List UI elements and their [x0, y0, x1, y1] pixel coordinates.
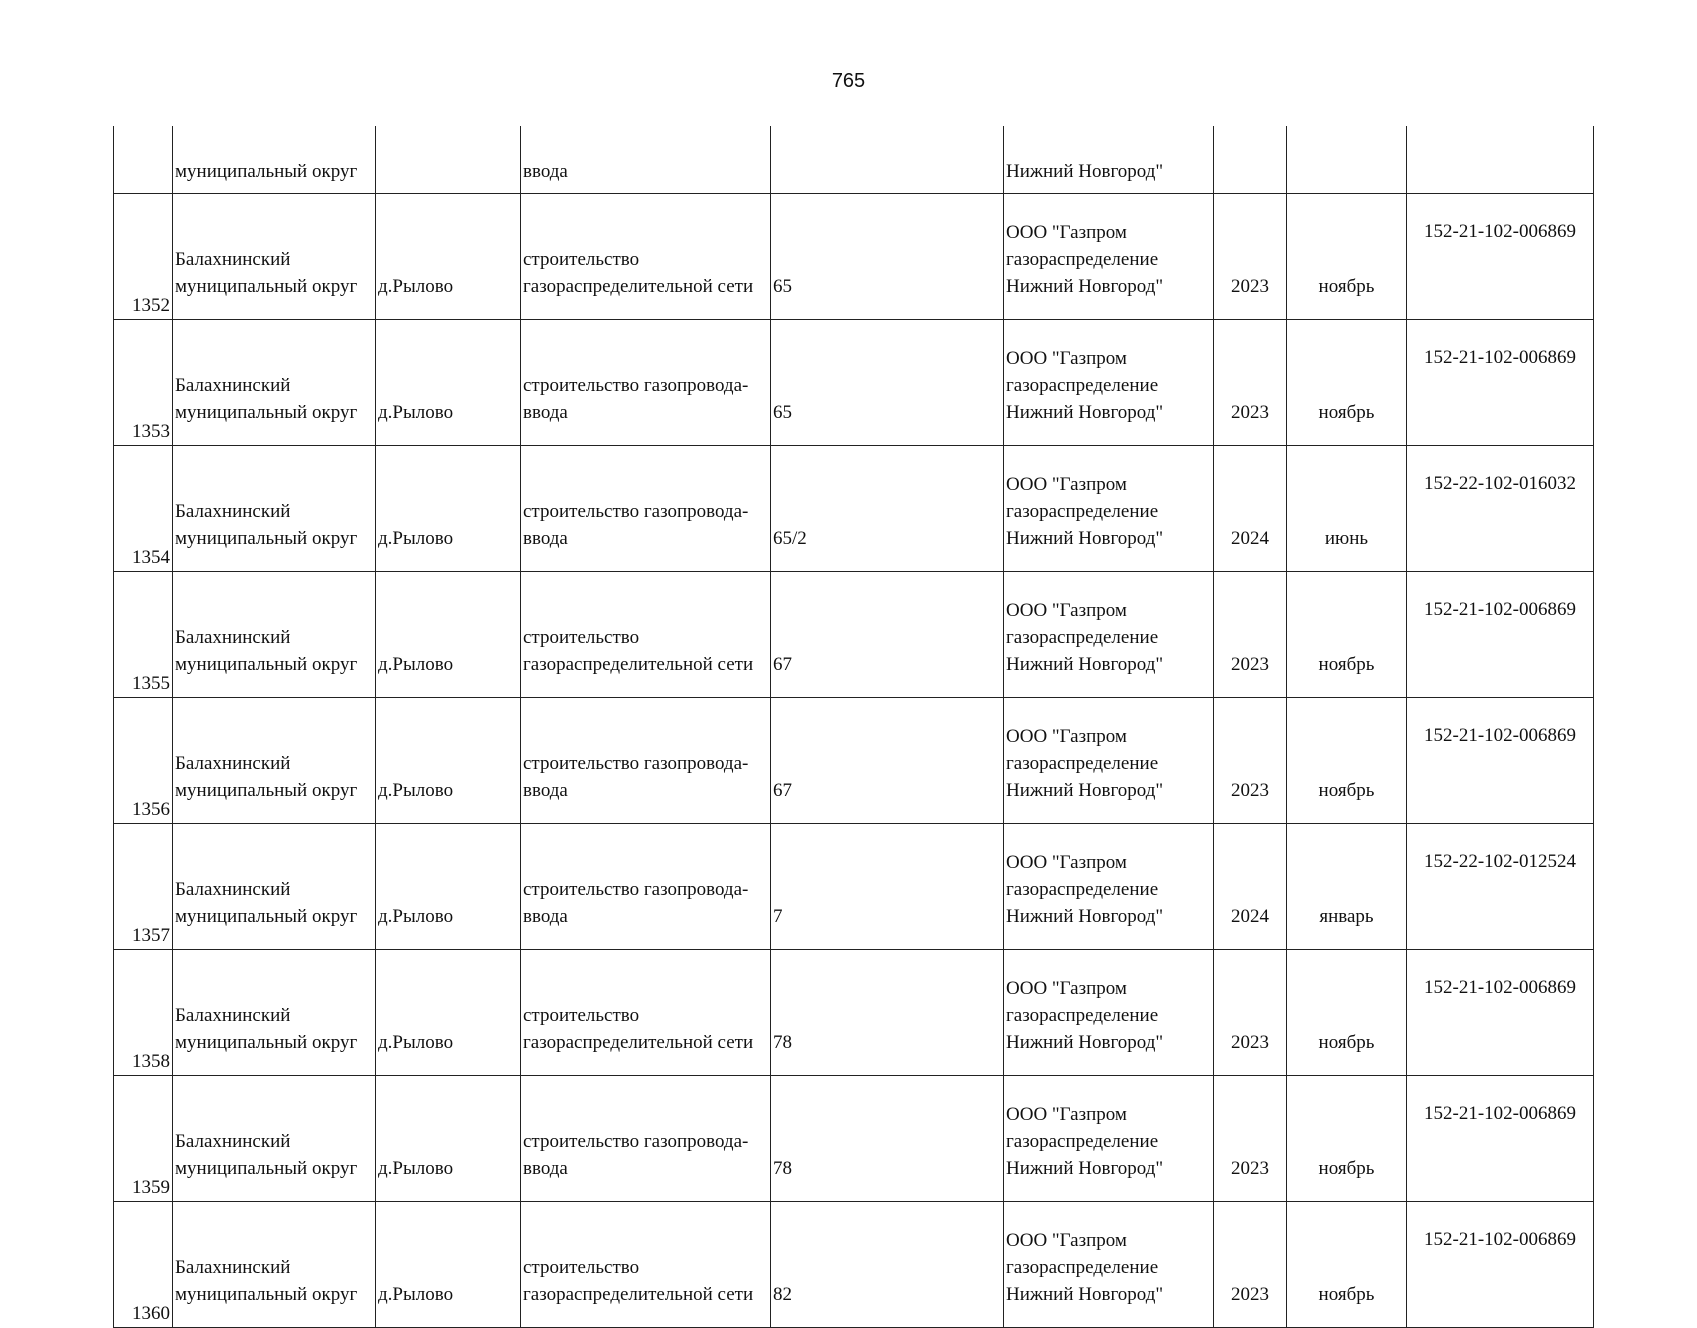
org-line-1: ООО "Газпром — [1006, 474, 1127, 495]
cell-district — [173, 824, 376, 950]
year-text: 2024 — [1231, 906, 1269, 927]
org-line-2: газораспределение — [1006, 1131, 1159, 1152]
cell-number — [114, 572, 173, 698]
code-text: 152-22-102-012524 — [1424, 851, 1576, 872]
cell-district — [173, 320, 376, 446]
cell-work-type — [521, 572, 771, 698]
month-text: ноябрь — [1318, 1284, 1375, 1305]
org-line-3: Нижний Новгород" — [1006, 276, 1164, 297]
cell-month — [1287, 698, 1407, 824]
year-text: 2023 — [1231, 402, 1269, 423]
table-row — [114, 320, 1594, 446]
month-text: ноябрь — [1318, 276, 1375, 297]
house-text: 7 — [773, 906, 783, 927]
org-line-1: ООО "Газпром — [1006, 852, 1127, 873]
cell-house — [771, 320, 1004, 446]
table-row — [114, 824, 1594, 950]
code-text: 152-21-102-006869 — [1424, 599, 1576, 620]
cell-number — [114, 698, 173, 824]
locality-text: д.Рылово — [378, 1158, 454, 1179]
cell-organization — [1004, 950, 1214, 1076]
month-text: июнь — [1324, 528, 1369, 549]
table-row — [114, 446, 1594, 572]
work-line-1: строительство — [523, 249, 640, 270]
work-line-1: строительство газопровода- — [523, 1131, 749, 1152]
org-line-2: газораспределение — [1006, 753, 1159, 774]
cell-year — [1214, 320, 1287, 446]
org-line-3: Нижний Новгород" — [1006, 780, 1164, 801]
cell-code — [1407, 194, 1594, 320]
cell-locality — [376, 824, 521, 950]
cell-district — [173, 446, 376, 572]
cell-locality — [376, 1076, 521, 1202]
district-line-1: Балахнинский — [175, 1131, 291, 1152]
month-text: ноябрь — [1318, 402, 1375, 423]
row-number: 1355 — [132, 673, 170, 694]
district-line-1: Балахнинский — [175, 249, 291, 270]
work-line-1: строительство — [523, 627, 640, 648]
locality-text: д.Рылово — [378, 1032, 454, 1053]
district-line-1: Балахнинский — [175, 1257, 291, 1278]
cell-year — [1214, 446, 1287, 572]
house-text: 65/2 — [773, 528, 807, 549]
month-text: ноябрь — [1318, 1032, 1375, 1053]
cell-number — [114, 950, 173, 1076]
cell-number — [114, 126, 173, 194]
district-line-2: муниципальный округ — [175, 906, 358, 927]
house-text: 65 — [773, 276, 792, 297]
cell-locality — [376, 446, 521, 572]
table-row — [114, 1076, 1594, 1202]
gasification-table — [113, 126, 1594, 1328]
cell-house — [771, 194, 1004, 320]
cell-locality — [376, 950, 521, 1076]
cell-code — [1407, 446, 1594, 572]
org-line-1: ООО "Газпром — [1006, 600, 1127, 621]
work-line-2: газораспределительной сети — [523, 1284, 754, 1305]
cell-locality — [376, 320, 521, 446]
work-line-1: строительство газопровода- — [523, 501, 749, 522]
house-text: 67 — [773, 654, 792, 675]
cell-organization — [1004, 320, 1214, 446]
cell-month — [1287, 320, 1407, 446]
cell-year — [1214, 698, 1287, 824]
org-line-3: Нижний Новгород" — [1006, 1158, 1164, 1179]
cell-number — [114, 320, 173, 446]
district-line-1: Балахнинский — [175, 753, 291, 774]
cell-organization: Нижний Новгород" — [1004, 126, 1214, 194]
cell-work-type — [521, 824, 771, 950]
cell-month — [1287, 446, 1407, 572]
table-row — [114, 950, 1594, 1076]
code-text: 152-21-102-006869 — [1424, 1103, 1576, 1124]
cell-year — [1214, 194, 1287, 320]
code-text: 152-21-102-006869 — [1424, 221, 1576, 242]
cell-code — [1407, 572, 1594, 698]
table-row — [114, 194, 1594, 320]
org-line-3: Нижний Новгород" — [1006, 906, 1164, 927]
year-text: 2023 — [1231, 654, 1269, 675]
cell-district — [173, 698, 376, 824]
locality-text: д.Рылово — [378, 654, 454, 675]
cell-work-type — [521, 950, 771, 1076]
cell-house — [771, 950, 1004, 1076]
org-line-1: ООО "Газпром — [1006, 978, 1127, 999]
work-line-2: ввода — [523, 780, 568, 801]
org-line-1: ООО "Газпром — [1006, 1104, 1127, 1125]
cell-district — [173, 950, 376, 1076]
row-number: 1353 — [132, 421, 170, 442]
locality-text: д.Рылово — [378, 1284, 454, 1305]
code-text: 152-21-102-006869 — [1424, 347, 1576, 368]
year-text: 2023 — [1231, 276, 1269, 297]
month-text: ноябрь — [1318, 654, 1375, 675]
cell-month — [1287, 194, 1407, 320]
work-line-1: строительство — [523, 1257, 640, 1278]
cell-number — [114, 194, 173, 320]
cell-code — [1407, 698, 1594, 824]
table-row — [114, 572, 1594, 698]
page-number: 765 — [831, 70, 866, 92]
org-line-3: Нижний Новгород" — [1006, 528, 1164, 549]
cell-number — [114, 1076, 173, 1202]
row-number: 1352 — [132, 295, 170, 316]
cell-district — [173, 1202, 376, 1328]
cell-year — [1214, 1202, 1287, 1328]
cell-work-type — [521, 1076, 771, 1202]
org-line-2: газораспределение — [1006, 627, 1159, 648]
district-line-2: муниципальный округ — [175, 1032, 358, 1053]
org-line-3: Нижний Новгород" — [1006, 402, 1164, 423]
cell-district — [173, 572, 376, 698]
cell-house — [771, 1076, 1004, 1202]
cell-work-type — [521, 194, 771, 320]
month-text: январь — [1319, 906, 1374, 927]
district-line-2: муниципальный округ — [175, 402, 358, 423]
cell-year — [1214, 824, 1287, 950]
cell-code — [1407, 1076, 1594, 1202]
cell-month — [1287, 572, 1407, 698]
cell-house — [771, 698, 1004, 824]
cell-house — [771, 572, 1004, 698]
row-number: 1360 — [132, 1303, 170, 1324]
month-text: ноябрь — [1318, 1158, 1375, 1179]
district-line-2: муниципальный округ — [175, 1158, 358, 1179]
district-line-1: Балахнинский — [175, 627, 291, 648]
locality-text: д.Рылово — [378, 528, 454, 549]
row-number: 1356 — [132, 799, 170, 820]
org-line-1: ООО "Газпром — [1006, 1230, 1127, 1251]
locality-text: д.Рылово — [378, 402, 454, 423]
table-row — [114, 698, 1594, 824]
org-line-2: газораспределение — [1006, 1257, 1159, 1278]
year-text: 2023 — [1231, 1158, 1269, 1179]
cell-code — [1407, 950, 1594, 1076]
work-line-2: ввода — [523, 528, 568, 549]
org-line-2: газораспределение — [1006, 501, 1159, 522]
cell-organization — [1004, 1202, 1214, 1328]
row-number: 1359 — [132, 1177, 170, 1198]
cell-district — [173, 1076, 376, 1202]
month-text: ноябрь — [1318, 780, 1375, 801]
cell-house — [771, 1202, 1004, 1328]
row-number: 1357 — [132, 925, 170, 946]
cell-month — [1287, 1076, 1407, 1202]
house-text: 82 — [773, 1284, 792, 1305]
locality-text: д.Рылово — [378, 780, 454, 801]
work-line-2: ввода — [523, 906, 568, 927]
work-line-1: строительство газопровода- — [523, 375, 749, 396]
year-text: 2024 — [1231, 528, 1269, 549]
cell-number — [114, 824, 173, 950]
cell-locality — [376, 1202, 521, 1328]
district-line-2: муниципальный округ — [175, 276, 358, 297]
cell-organization — [1004, 194, 1214, 320]
district-line-1: Балахнинский — [175, 375, 291, 396]
district-line-2: муниципальный округ — [175, 528, 358, 549]
cell-house — [771, 446, 1004, 572]
cell-code — [1407, 824, 1594, 950]
locality-text: д.Рылово — [378, 276, 454, 297]
cell-year — [1214, 1076, 1287, 1202]
cell-year — [1214, 950, 1287, 1076]
work-line-1: строительство — [523, 1005, 640, 1026]
org-line-1: ООО "Газпром — [1006, 726, 1127, 747]
org-line-1: ООО "Газпром — [1006, 222, 1127, 243]
district-line-1: Балахнинский — [175, 879, 291, 900]
org-line-3: Нижний Новгород" — [1006, 1284, 1164, 1305]
house-text: 67 — [773, 780, 792, 801]
cell-district — [173, 194, 376, 320]
org-line-3: Нижний Новгород" — [1006, 654, 1164, 675]
cell-house — [771, 824, 1004, 950]
table-row — [114, 1202, 1594, 1328]
cell-organization — [1004, 446, 1214, 572]
org-line-2: газораспределение — [1006, 1005, 1159, 1026]
cell-month — [1287, 1202, 1407, 1328]
cell-work-type — [521, 446, 771, 572]
house-text: 78 — [773, 1158, 792, 1179]
house-text: 65 — [773, 402, 792, 423]
district-line-2: муниципальный округ — [175, 780, 358, 801]
table-body — [114, 126, 1594, 1328]
cell-locality — [376, 194, 521, 320]
house-text: 78 — [773, 1032, 792, 1053]
work-line-2: газораспределительной сети — [523, 654, 754, 675]
work-line-1: строительство газопровода- — [523, 753, 749, 774]
cell-locality — [376, 126, 521, 194]
year-text: 2023 — [1231, 780, 1269, 801]
cell-organization — [1004, 824, 1214, 950]
district-line-1: Балахнинский — [175, 1005, 291, 1026]
district-line-2: муниципальный округ — [175, 1284, 358, 1305]
cell-work-type: ввода — [521, 126, 771, 194]
table-row-continuation — [114, 126, 1594, 194]
cell-organization — [1004, 1076, 1214, 1202]
work-line-2: ввода — [523, 1158, 568, 1179]
org-line-2: газораспределение — [1006, 249, 1159, 270]
year-text: 2023 — [1231, 1284, 1269, 1305]
work-line-1: строительство газопровода- — [523, 879, 749, 900]
code-text: 152-21-102-006869 — [1424, 725, 1576, 746]
cell-code — [1407, 126, 1594, 194]
org-line-3: Нижний Новгород" — [1006, 1032, 1164, 1053]
cell-district: муниципальный округ — [173, 126, 376, 194]
cell-organization — [1004, 698, 1214, 824]
cell-month — [1287, 950, 1407, 1076]
work-line-2: газораспределительной сети — [523, 1032, 754, 1053]
locality-text: д.Рылово — [378, 906, 454, 927]
cell-locality — [376, 698, 521, 824]
cell-work-type — [521, 698, 771, 824]
code-text: 152-21-102-006869 — [1424, 1229, 1576, 1250]
cell-house — [771, 126, 1004, 194]
cell-work-type — [521, 1202, 771, 1328]
row-number: 1358 — [132, 1051, 170, 1072]
code-text: 152-21-102-006869 — [1424, 977, 1576, 998]
org-line-2: газораспределение — [1006, 375, 1159, 396]
cell-month — [1287, 126, 1407, 194]
cell-work-type — [521, 320, 771, 446]
cell-year — [1214, 126, 1287, 194]
org-line-2: газораспределение — [1006, 879, 1159, 900]
year-text: 2023 — [1231, 1032, 1269, 1053]
code-text: 152-22-102-016032 — [1424, 473, 1576, 494]
district-line-1: Балахнинский — [175, 501, 291, 522]
cell-code — [1407, 320, 1594, 446]
cell-number — [114, 1202, 173, 1328]
cell-code — [1407, 1202, 1594, 1328]
cell-organization — [1004, 572, 1214, 698]
district-line-2: муниципальный округ — [175, 654, 358, 675]
work-line-2: газораспределительной сети — [523, 276, 754, 297]
work-line-2: ввода — [523, 402, 568, 423]
row-number: 1354 — [132, 547, 170, 568]
org-line-1: ООО "Газпром — [1006, 348, 1127, 369]
cell-month — [1287, 824, 1407, 950]
cell-locality — [376, 572, 521, 698]
cell-year — [1214, 572, 1287, 698]
cell-number — [114, 446, 173, 572]
